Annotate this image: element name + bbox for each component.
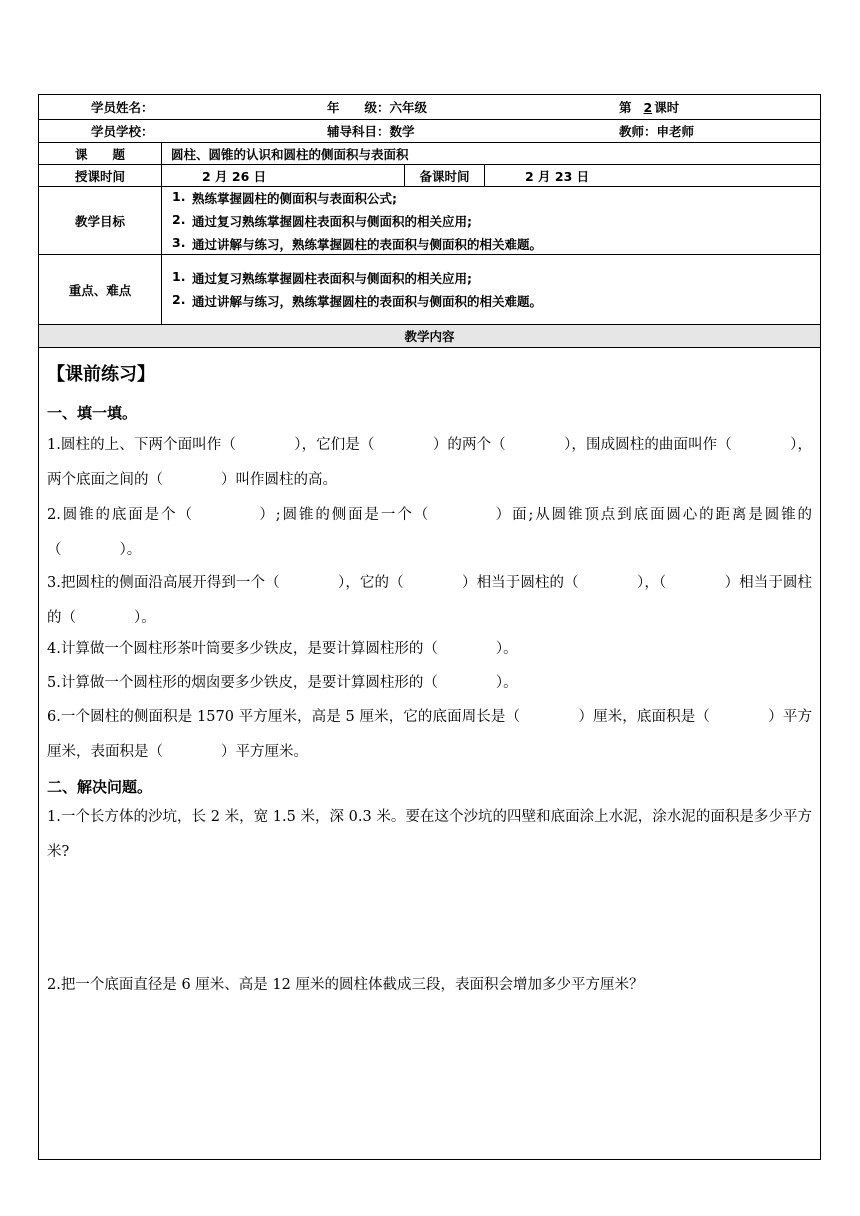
item-number: 1.	[172, 188, 186, 204]
lesson-number	[619, 95, 679, 119]
question-6: 6.一个圆柱的侧面积是 1570 平方厘米，高是 5 厘米，它的底面周长是（ ）厘米，底面积是（ ）平方厘米，表面积是（ ）平方厘米。	[47, 709, 812, 760]
topic-label: 课 题	[39, 143, 162, 164]
item-number: 1.	[172, 269, 186, 284]
teacher-label: 教师：申老师	[619, 124, 695, 139]
prep-time-value: 2 月 23 日	[525, 168, 590, 184]
info-rows	[39, 95, 820, 143]
school-label: 学员学校：	[91, 124, 154, 139]
practice-title: 【课前练习】	[47, 364, 155, 385]
subject-label: 辅导科目：数学	[327, 124, 415, 139]
item-text: 通过复习熟练掌握圆柱表面积与侧面积的相关应用;	[192, 213, 472, 229]
question-4: 4.计算做一个圆柱形茶叶筒要多少铁皮，是要计算圆柱形的（ ）。	[47, 641, 518, 657]
topic-row	[39, 143, 820, 165]
class-time-value: 2 月 26 日	[162, 165, 405, 186]
lesson-number-value: 2	[643, 99, 653, 115]
list-item	[172, 269, 472, 287]
lesson-number-prefix: 第	[619, 100, 632, 115]
item-text: 通过讲解与练习，熟练掌握圆柱的表面积与侧面积的相关难题。	[192, 236, 543, 252]
divider	[39, 119, 820, 120]
key-points-row	[39, 255, 820, 325]
objectives-label: 教学目标	[39, 187, 162, 254]
item-number: 2.	[172, 292, 186, 307]
list-item	[172, 189, 397, 207]
date-row	[39, 165, 820, 187]
list-item	[172, 212, 472, 230]
list-item	[172, 235, 542, 253]
objectives-row	[39, 187, 820, 255]
content-header: 教学内容	[404, 329, 455, 344]
lesson-number-suffix: 课时	[654, 100, 680, 115]
objectives-list	[162, 187, 820, 254]
key-points-list	[162, 255, 820, 324]
grade-label: 年 级：六年级	[327, 100, 428, 115]
prep-time-label: 备课时间	[405, 165, 485, 186]
topic-value: 圆柱、圆锥的认识和圆柱的侧面积与表面积	[171, 146, 409, 162]
question-5: 5.计算做一个圆柱形的烟囱要多少铁皮，是要计算圆柱形的（ ）。	[47, 675, 518, 691]
item-text: 通过复习熟练掌握圆柱表面积与侧面积的相关应用;	[192, 271, 472, 286]
question-2: 2.圆锥的底面是个（ ）;圆锥的侧面是一个（ ）面;从圆锥顶点到底面圆心的距离是圆锥的（ ）。	[47, 507, 812, 558]
item-text: 熟练掌握圆柱的侧面积与表面积公式;	[192, 190, 397, 206]
key-points-label: 重点、难点	[39, 255, 162, 324]
list-item	[172, 292, 542, 310]
problem-2: 2.把一个底面直径是 6 厘米、高是 12 厘米的圆柱体截成三段，表面积会增加多少平方厘米？	[47, 977, 644, 993]
question-1: 1.圆柱的上、下两个面叫作（ ），它们是（ ）的两个（ ），围成圆柱的曲面叫作（ ），两个底面之间的（ ）叫作圆柱的高。	[47, 437, 812, 488]
content-area	[39, 348, 820, 1159]
item-number: 3.	[172, 234, 186, 250]
class-time-label: 授课时间	[39, 165, 162, 186]
question-3: 3.把圆柱的侧面沿高展开得到一个（ ），它的（ ）相当于圆柱的（ ），（ ）相当于圆柱的（ ）。	[47, 575, 812, 626]
problem-1: 1.一个长方体的沙坑，长 2 米，宽 1.5 米，深 0.3 米。要在这个沙坑的四壁和底面涂上水泥，涂水泥的面积是多少平方米?	[47, 809, 812, 860]
section-problems: 二、解决问题。	[47, 778, 153, 796]
content-header-row	[39, 325, 820, 348]
section-fill-in: 一、填一填。	[47, 404, 138, 422]
student-name-label: 学员姓名：	[91, 100, 154, 115]
lesson-plan-table	[38, 94, 821, 1160]
item-number: 2.	[172, 211, 186, 227]
item-text: 通过讲解与练习，熟练掌握圆柱的表面积与侧面积的相关难题。	[192, 294, 543, 309]
